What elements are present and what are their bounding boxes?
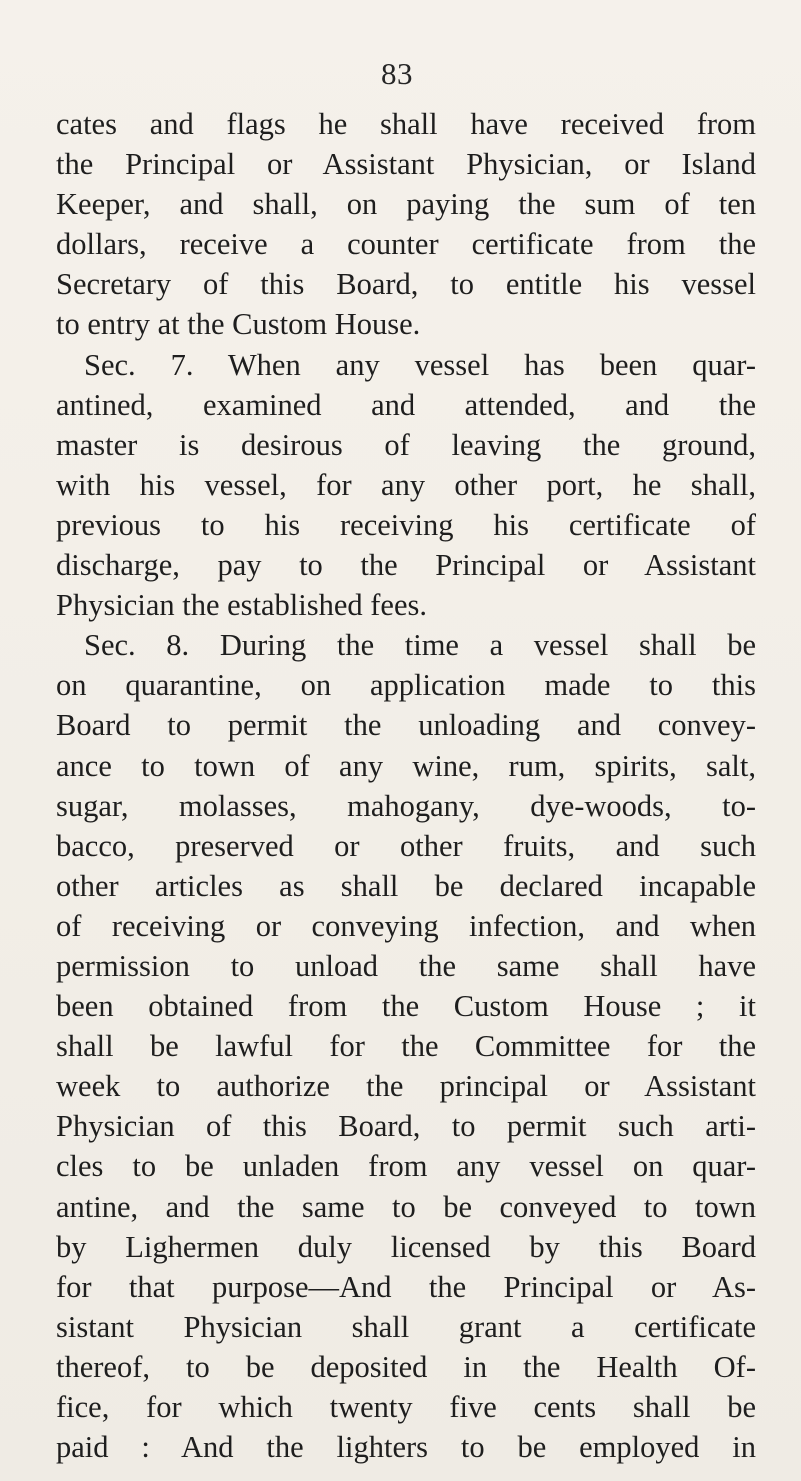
text-line: Physician of this Board, to permit such arti- bbox=[56, 1109, 756, 1144]
text-line: shall be lawful for the Committee for the bbox=[56, 1029, 756, 1064]
text-line: to entry at the Custom House. bbox=[56, 307, 421, 342]
text-line: on quarantine, on application made to this bbox=[56, 668, 756, 703]
text-line: with his vessel, for any other port, he shall, bbox=[56, 467, 756, 502]
text-line: paid : And the lighters to be employed in bbox=[56, 1430, 756, 1465]
text-line: fice, for which twenty five cents shall be bbox=[56, 1390, 756, 1424]
text-line: sugar, molasses, mahogany, dye-woods, to- bbox=[56, 788, 756, 823]
text-line: Secretary of this Board, to entitle his vessel bbox=[56, 267, 756, 302]
text-line: permission to unload the same shall have bbox=[56, 948, 756, 983]
text-line: bacco, preserved or other fruits, and such bbox=[56, 828, 756, 863]
text-line: by Lighermen duly licensed by this Board bbox=[56, 1229, 756, 1264]
section-heading-line: Sec. 8. During the time a vessel shall be bbox=[84, 628, 756, 663]
text-line: thereof, to be deposited in the Health Of- bbox=[56, 1349, 756, 1384]
text-line: previous to his receiving his certificate of bbox=[56, 507, 756, 542]
text-line: of receiving or conveying infection, and when bbox=[56, 908, 756, 943]
text-line: discharge, pay to the Principal or Assistant bbox=[56, 548, 756, 583]
text-line: the Principal or Assistant Physician, or Island bbox=[56, 147, 756, 182]
text-line: sistant Physician shall grant a certificate bbox=[56, 1309, 756, 1344]
text-line: other articles as shall be declared incapable bbox=[56, 868, 756, 903]
text-line: cates and flags he shall have received from bbox=[56, 107, 756, 141]
text-line: antine, and the same to be conveyed to town bbox=[56, 1189, 756, 1224]
text-line: dollars, receive a counter certificate from the bbox=[56, 227, 756, 262]
body-text bbox=[56, 104, 756, 1467]
text-line: Physician the established fees. bbox=[56, 588, 427, 623]
text-line: been obtained from the Custom House ; it bbox=[56, 989, 756, 1024]
text-line: for that purpose—And the Principal or As- bbox=[56, 1269, 756, 1304]
page-number: 83 bbox=[381, 56, 413, 91]
text-line: ance to town of any wine, rum, spirits, salt, bbox=[56, 748, 756, 783]
text-line: cles to be unladen from any vessel on quar- bbox=[56, 1149, 756, 1184]
text-line: week to authorize the principal or Assistant bbox=[56, 1069, 756, 1104]
text-line: Keeper, and shall, on paying the sum of ten bbox=[56, 187, 756, 222]
section-heading-line: Sec. 7. When any vessel has been quar- bbox=[84, 347, 756, 382]
text-line: master is desirous of leaving the ground, bbox=[56, 427, 756, 462]
text-line: Board to permit the unloading and convey- bbox=[56, 708, 756, 743]
text-line: antined, examined and attended, and the bbox=[56, 387, 756, 422]
